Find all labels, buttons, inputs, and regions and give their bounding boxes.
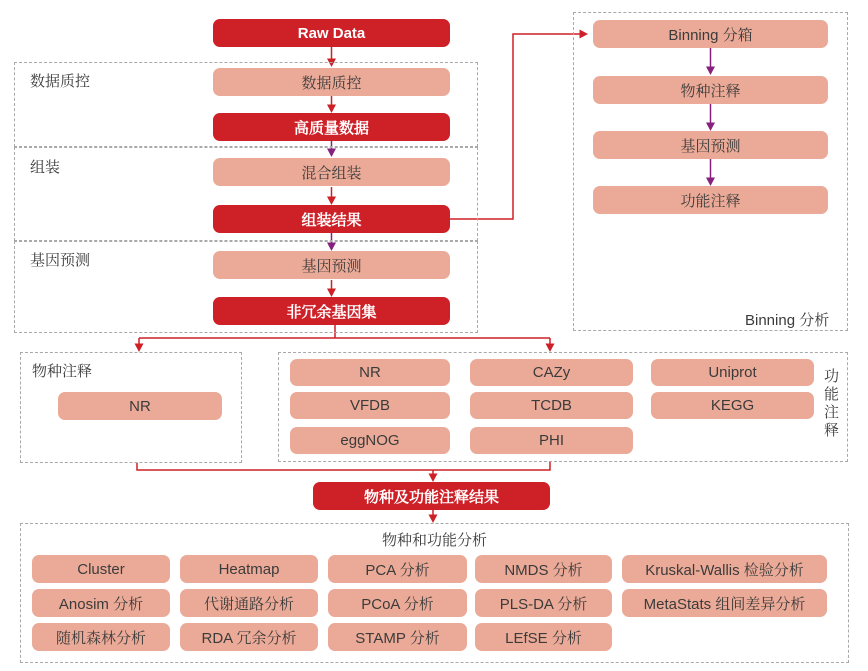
- analysis-box-metabolic-pathway: 代谢通路分析: [180, 589, 318, 617]
- analysis-box-pcoa: PCoA 分析: [328, 589, 467, 617]
- analysis-box-rda: RDA 冗余分析: [180, 623, 318, 651]
- flow-box-gene-prediction: 基因预测: [213, 251, 450, 279]
- analysis-box-pca: PCA 分析: [328, 555, 467, 583]
- db-box-uniprot: Uniprot: [651, 359, 814, 386]
- flow-box-non-redundant-gene-set: 非冗余基因集: [213, 297, 450, 325]
- db-box-phi: PHI: [470, 427, 633, 454]
- flow-box-binning-gene-pred: 基因预测: [593, 131, 828, 159]
- group-label-function-annotation: 功能注释: [822, 368, 839, 440]
- analysis-box-cluster: Cluster: [32, 555, 170, 583]
- analysis-box-anosim: Anosim 分析: [32, 589, 170, 617]
- flow-box-raw-data: Raw Data: [213, 19, 450, 47]
- flow-box-binning-species: 物种注释: [593, 76, 828, 104]
- db-box-kegg: KEGG: [651, 392, 814, 419]
- db-box-tcdb: TCDB: [470, 392, 633, 419]
- flow-box-high-quality-data: 高质量数据: [213, 113, 450, 141]
- flow-box-binning: Binning 分箱: [593, 20, 828, 48]
- flow-box-assembly-result: 组装结果: [213, 205, 450, 233]
- flow-box-annotation-result: 物种及功能注释结果: [313, 482, 550, 510]
- analysis-box-heatmap: Heatmap: [180, 555, 318, 583]
- group-binning: [573, 12, 848, 331]
- group-label-analysis: 物种和功能分析: [381, 532, 487, 549]
- analysis-box-nmds: NMDS 分析: [475, 555, 612, 583]
- db-box-vfdb: VFDB: [290, 392, 450, 419]
- flow-box-binning-function: 功能注释: [593, 186, 828, 214]
- analysis-box-random-forest: 随机森林分析: [32, 623, 170, 651]
- group-label-binning-analysis: Binning 分析: [745, 312, 830, 329]
- group-label-species-annotation: 物种注释: [32, 363, 93, 380]
- analysis-box-metastats: MetaStats 组间差异分析: [622, 589, 827, 617]
- flow-box-data-qc: 数据质控: [213, 68, 450, 96]
- analysis-box-lefse: LEfSE 分析: [475, 623, 612, 651]
- analysis-box-stamp: STAMP 分析: [328, 623, 467, 651]
- group-label-assembly: 组装: [30, 159, 61, 176]
- analysis-box-pls-da: PLS-DA 分析: [475, 589, 612, 617]
- analysis-box-kruskal-wallis: Kruskal-Wallis 检验分析: [622, 555, 827, 583]
- group-label-gene-prediction: 基因预测: [30, 252, 91, 269]
- db-box-cazy: CAZy: [470, 359, 633, 386]
- db-box-nr-species: NR: [58, 392, 222, 420]
- flow-box-mixed-assembly: 混合组装: [213, 158, 450, 186]
- db-box-nr: NR: [290, 359, 450, 386]
- db-box-eggnog: eggNOG: [290, 427, 450, 454]
- group-label-data-qc: 数据质控: [30, 73, 91, 90]
